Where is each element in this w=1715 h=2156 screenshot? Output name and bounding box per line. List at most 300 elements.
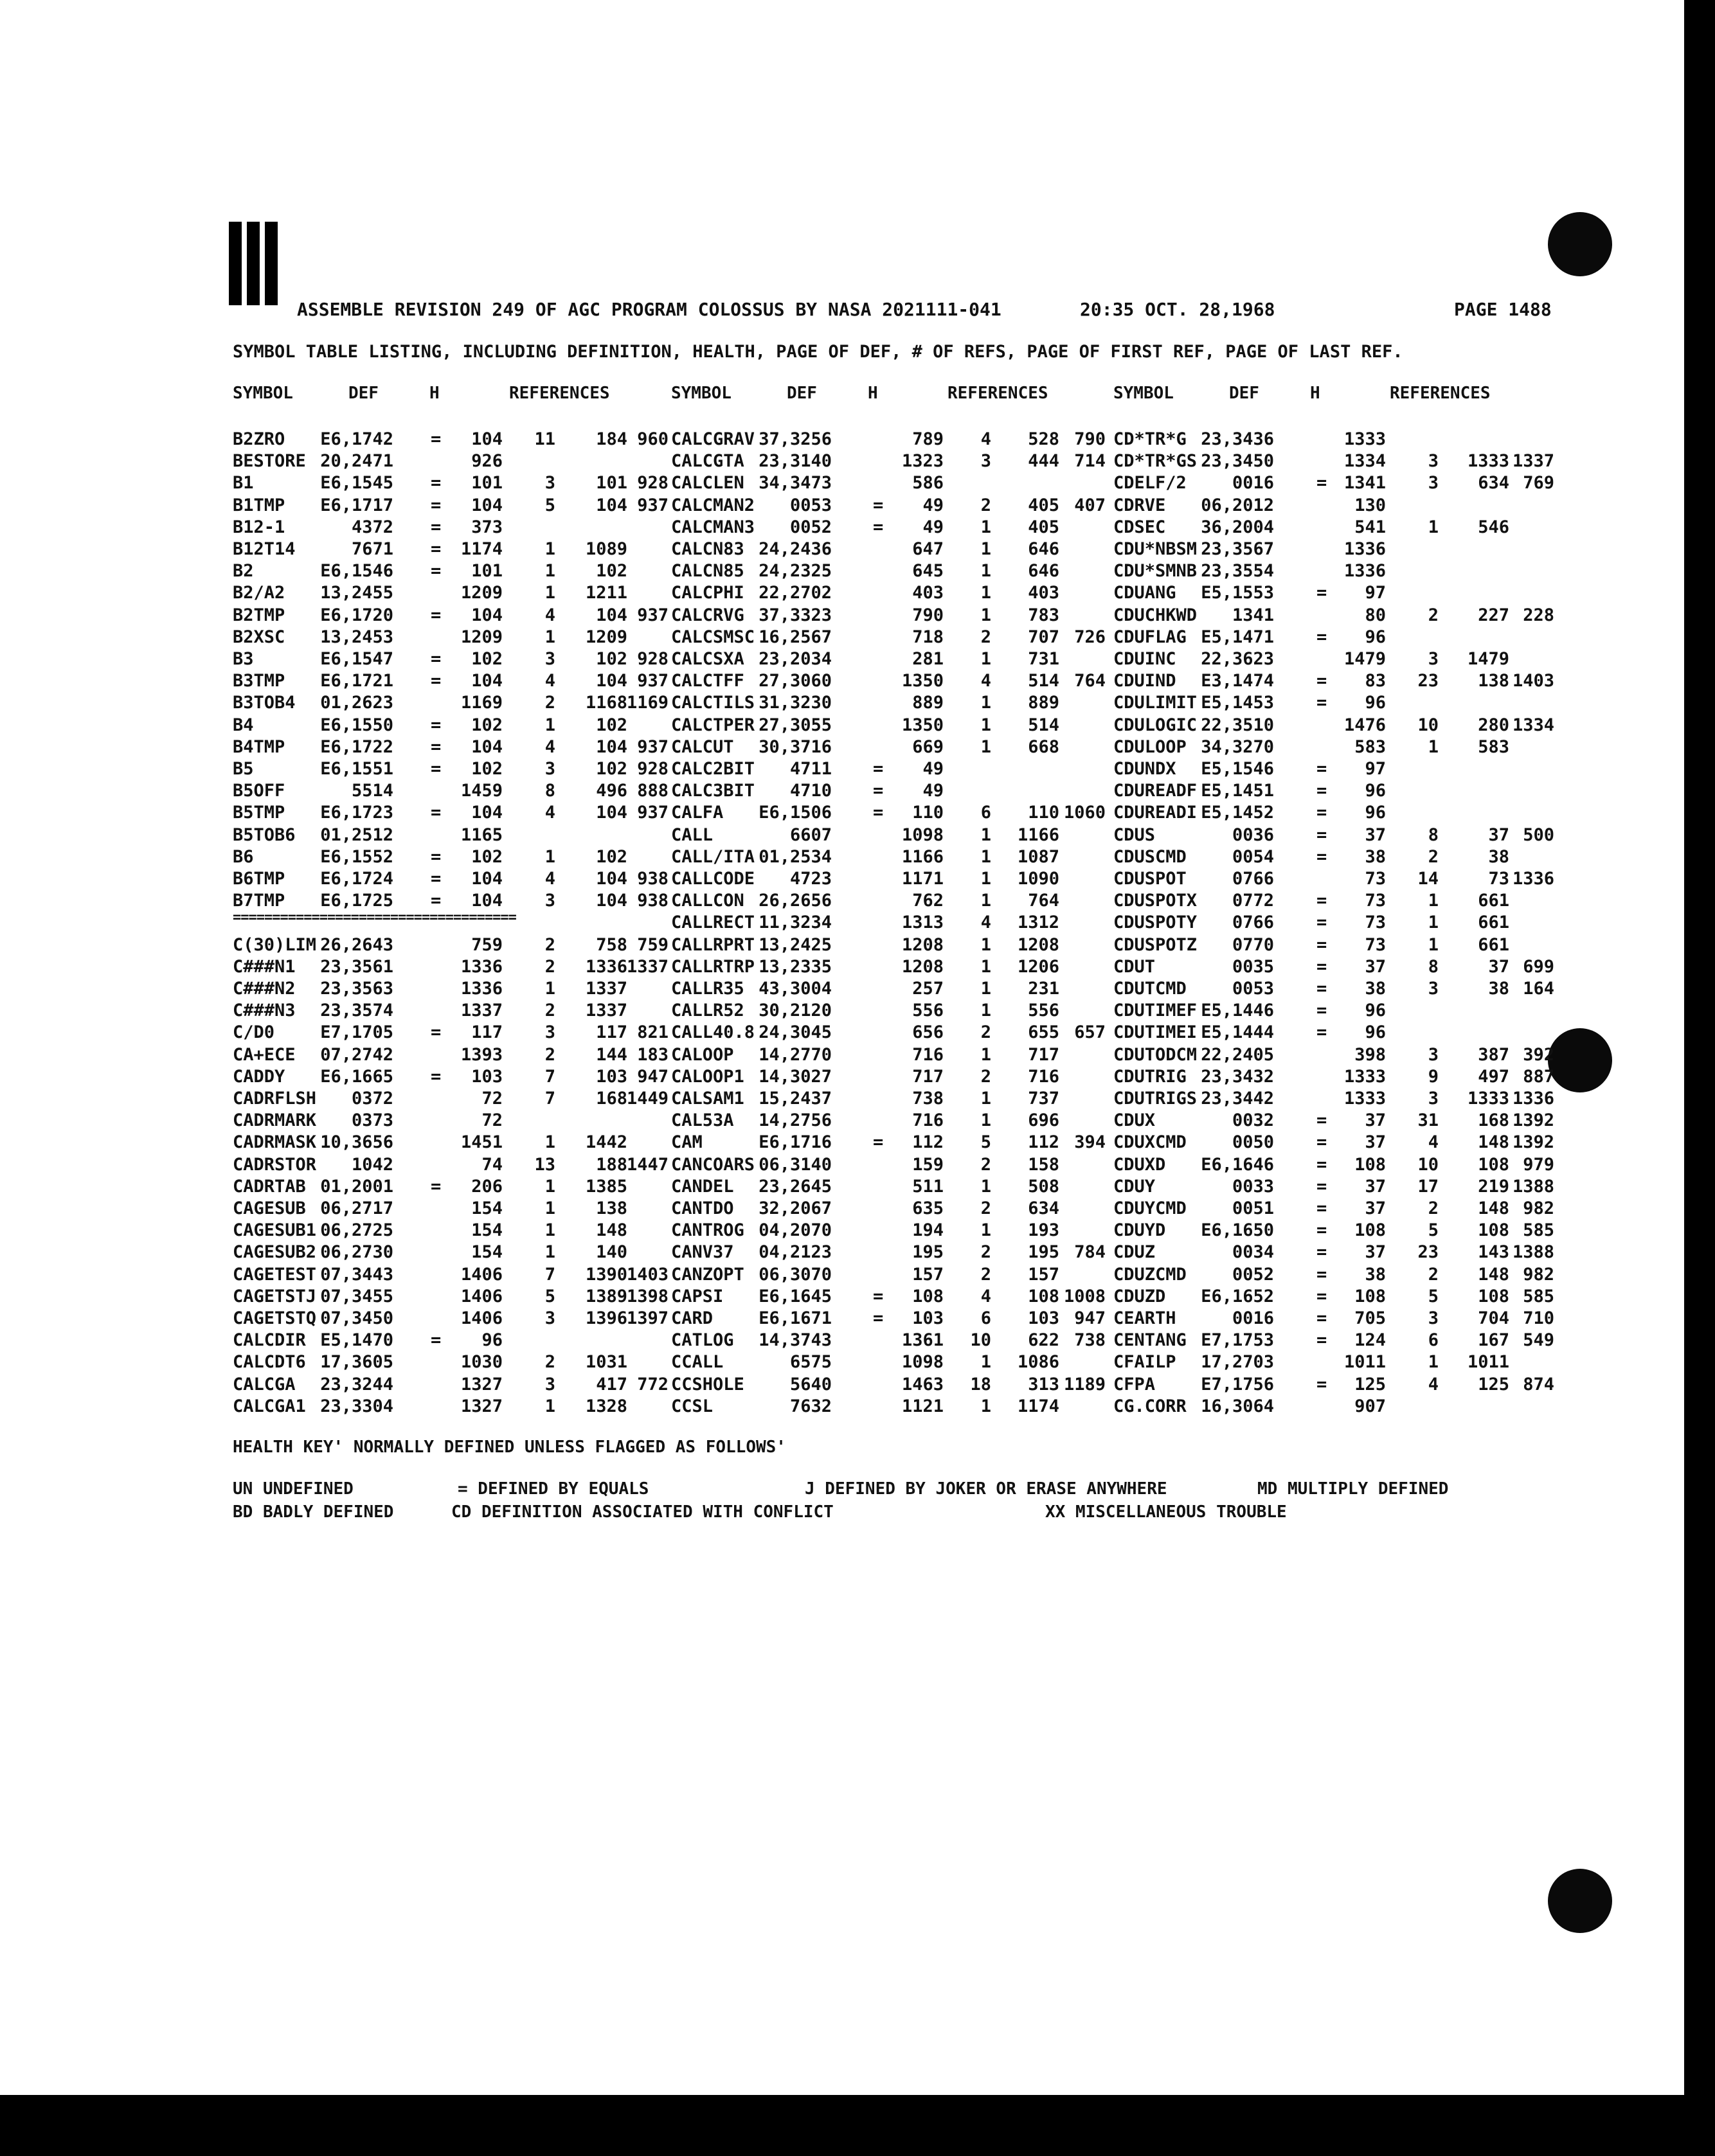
table-cell-ref-count: 2 [1428, 605, 1439, 625]
table-cell-ref-count: 1 [980, 1110, 991, 1131]
table-cell-ref-count: 1 [980, 561, 991, 582]
table-cell-ref-count: 14 [1417, 869, 1439, 889]
table-cell-symbol: CDUTCMD [1113, 979, 1187, 999]
table-cell-first-ref: 1168 [585, 693, 627, 713]
table-cell-last-ref: 183 [637, 1044, 669, 1065]
table-cell-symbol: B2ZRO [233, 429, 285, 449]
table-cell-ref-count: 3 [1428, 473, 1439, 494]
table-cell-def: E6,1550 [320, 715, 393, 735]
table-cell-def: E6,1721 [320, 671, 393, 691]
table-cell-symbol: CALL [671, 824, 714, 845]
table-cell-def-page: 669 [912, 736, 944, 757]
table-cell-ref-count: 2 [1428, 1198, 1439, 1218]
table-cell-def-page: 73 [1365, 891, 1386, 911]
table-cell-def: 0032 [1232, 1110, 1274, 1131]
table-cell-ref-count: 3 [544, 759, 555, 779]
table-cell-def-page: 541 [1354, 517, 1386, 537]
table-cell-def: E3,1474 [1201, 671, 1274, 691]
table-cell-def-page: 157 [912, 1264, 944, 1285]
table-cell-first-ref: 387 [1478, 1044, 1509, 1065]
column-header-def: DEF [1229, 384, 1259, 403]
table-cell-def: 4710 [789, 781, 832, 801]
table-cell-symbol: CDUSPOTX [1113, 891, 1198, 911]
table-cell-def-page: 110 [912, 803, 944, 823]
table-cell-def-page: 1174 [460, 539, 503, 559]
table-cell-ref-count: 6 [980, 1308, 991, 1328]
table-cell-last-ref: 759 [637, 934, 669, 955]
table-cell-def-page: 74 [481, 1154, 503, 1175]
table-cell-health: = [1316, 1308, 1327, 1328]
table-cell-def: 30,2120 [759, 1001, 832, 1021]
table-cell-last-ref: 710 [1523, 1308, 1554, 1328]
table-cell-ref-count: 10 [970, 1330, 991, 1351]
table-cell-last-ref: 982 [1523, 1264, 1554, 1285]
table-cell-first-ref: 646 [1028, 539, 1059, 559]
table-cell-def: 04,2070 [759, 1220, 832, 1241]
table-cell-ref-count: 4 [1428, 1132, 1439, 1153]
table-cell-def: 27,3055 [759, 715, 832, 735]
table-cell-first-ref: 108 [1478, 1220, 1509, 1241]
table-cell-def: E6,1665 [320, 1066, 393, 1087]
table-cell-def: E7,1753 [1201, 1330, 1274, 1351]
table-cell-symbol: B2XSC [233, 627, 285, 647]
table-cell-def: 15,2437 [759, 1089, 832, 1109]
table-cell-def-page: 96 [1365, 803, 1386, 823]
table-cell-ref-count: 1 [980, 693, 991, 713]
table-cell-first-ref: 1087 [1017, 846, 1059, 867]
table-cell-first-ref: 219 [1478, 1176, 1509, 1197]
table-cell-def: 23,3304 [320, 1396, 393, 1416]
table-cell-last-ref: 1337 [1512, 451, 1554, 472]
table-cell-first-ref: 168 [1478, 1110, 1509, 1131]
table-cell-last-ref: 500 [1523, 824, 1554, 845]
table-cell-symbol: B4 [233, 715, 254, 735]
table-cell-ref-count: 1 [980, 846, 991, 867]
table-cell-def-page: 398 [1354, 1044, 1386, 1065]
page-number: PAGE 1488 [1454, 299, 1552, 320]
table-cell-def: 0050 [1232, 1132, 1274, 1153]
table-cell-ref-count: 1 [980, 956, 991, 977]
table-cell-first-ref: 1333 [1467, 451, 1509, 472]
table-cell-def: 23,3450 [1201, 451, 1274, 472]
table-cell-first-ref: 1337 [585, 1001, 627, 1021]
table-cell-symbol: CDUTIMEF [1113, 1001, 1198, 1021]
table-cell-first-ref: 1479 [1467, 649, 1509, 669]
table-cell-ref-count: 1 [1428, 1352, 1439, 1373]
table-cell-last-ref: 394 [1074, 1132, 1106, 1153]
table-cell-first-ref: 497 [1478, 1066, 1509, 1087]
table-cell-first-ref: 1089 [585, 539, 627, 559]
table-cell-symbol: CDULOGIC [1113, 715, 1198, 735]
table-cell-def: 23,2034 [759, 649, 832, 669]
table-cell-def: 13,2453 [320, 627, 393, 647]
table-cell-def: 27,3060 [759, 671, 832, 691]
table-cell-ref-count: 1 [1428, 913, 1439, 933]
table-cell-def-page: 1393 [460, 1044, 503, 1065]
table-cell-ref-count: 2 [980, 1242, 991, 1263]
table-cell-symbol: B2/A2 [233, 583, 285, 603]
table-cell-last-ref: 1336 [1512, 869, 1554, 889]
table-cell-def: E5,1451 [1201, 781, 1274, 801]
table-cell-first-ref: 1333 [1467, 1089, 1509, 1109]
table-cell-def: 23,3244 [320, 1374, 393, 1394]
table-cell-def: 43,3004 [759, 979, 832, 999]
table-cell-def: 17,3605 [320, 1352, 393, 1373]
table-cell-symbol: C###N1 [233, 956, 296, 977]
table-cell-first-ref: 444 [1028, 451, 1059, 472]
table-cell-def: 30,3716 [759, 736, 832, 757]
table-cell-def-page: 38 [1365, 846, 1386, 867]
table-cell-def: 0372 [351, 1089, 393, 1109]
column-header-symbol: SYMBOL [671, 384, 732, 403]
table-cell-symbol: CDUTRIGS [1113, 1089, 1198, 1109]
table-cell-first-ref: 102 [596, 846, 627, 867]
table-cell-def-page: 108 [912, 1286, 944, 1306]
table-cell-first-ref: 661 [1478, 891, 1509, 911]
table-cell-health: = [431, 473, 442, 494]
table-cell-def-page: 102 [471, 715, 503, 735]
table-cell-symbol: B1TMP [233, 495, 285, 515]
table-cell-def: 26,2656 [759, 891, 832, 911]
table-cell-health: = [873, 517, 884, 537]
table-cell-ref-count: 1 [544, 846, 555, 867]
table-cell-first-ref: 108 [1028, 1286, 1059, 1306]
table-cell-def-page: 108 [1354, 1154, 1386, 1175]
table-cell-def-page: 1209 [460, 627, 503, 647]
table-cell-def-page: 789 [912, 429, 944, 449]
table-cell-def-page: 586 [912, 473, 944, 494]
table-cell-first-ref: 508 [1028, 1176, 1059, 1197]
table-cell-first-ref: 110 [1028, 803, 1059, 823]
table-cell-health: = [1316, 1264, 1327, 1285]
table-cell-last-ref: 1334 [1512, 715, 1554, 735]
table-cell-def-page: 104 [471, 736, 503, 757]
table-cell-def-page: 1336 [460, 979, 503, 999]
table-cell-last-ref: 937 [637, 495, 669, 515]
table-cell-symbol: CAM [671, 1132, 703, 1153]
table-cell-def-page: 1361 [901, 1330, 944, 1351]
table-cell-symbol: CDUY [1113, 1176, 1156, 1197]
table-cell-ref-count: 1 [980, 649, 991, 669]
table-cell-health: = [431, 715, 442, 735]
table-cell-def: 07,3443 [320, 1264, 393, 1285]
table-cell-symbol: CDRVE [1113, 495, 1166, 515]
table-cell-ref-count: 1 [544, 539, 555, 559]
table-cell-symbol: CALOOP1 [671, 1066, 744, 1087]
table-cell-first-ref: 148 [596, 1220, 627, 1241]
table-cell-last-ref: 1398 [626, 1286, 669, 1306]
table-cell-first-ref: 112 [1028, 1132, 1059, 1153]
table-cell-symbol: B5TOB6 [233, 824, 296, 845]
table-cell-first-ref: 1206 [1017, 956, 1059, 977]
table-cell-def: 0052 [1232, 1264, 1274, 1285]
table-cell-first-ref: 138 [1478, 671, 1509, 691]
table-cell-def-page: 1169 [460, 693, 503, 713]
table-cell-last-ref: 714 [1074, 451, 1106, 472]
table-cell-def: 36,2004 [1201, 517, 1274, 537]
table-cell-first-ref: 117 [596, 1022, 627, 1043]
table-cell-first-ref: 403 [1028, 583, 1059, 603]
table-cell-def: 1042 [351, 1154, 393, 1175]
table-cell-ref-count: 1 [980, 736, 991, 757]
table-cell-symbol: CADDY [233, 1066, 285, 1087]
table-cell-symbol: CFPA [1113, 1374, 1156, 1394]
table-cell-def: E7,1756 [1201, 1374, 1274, 1394]
legend-undefined: UN UNDEFINED [233, 1479, 354, 1499]
table-cell-def-page: 1350 [901, 671, 944, 691]
table-cell-last-ref: 938 [637, 869, 669, 889]
table-cell-first-ref: 1166 [1017, 824, 1059, 845]
table-cell-def-page: 1451 [460, 1132, 503, 1153]
table-cell-def: 7632 [789, 1396, 832, 1416]
table-cell-first-ref: 37 [1488, 824, 1509, 845]
table-cell-ref-count: 1 [980, 1220, 991, 1241]
table-cell-first-ref: 1390 [585, 1264, 627, 1285]
table-cell-def: 06,2012 [1201, 495, 1274, 515]
table-cell-def-page: 108 [1354, 1286, 1386, 1306]
column-header-references: REFERENCES [947, 384, 1048, 403]
table-cell-ref-count: 1 [544, 1132, 555, 1153]
table-cell-ref-count: 7 [544, 1089, 555, 1109]
table-cell-first-ref: 707 [1028, 627, 1059, 647]
table-cell-def-page: 37 [1365, 1132, 1386, 1153]
table-cell-ref-count: 3 [544, 1374, 555, 1394]
table-cell-def-page: 103 [471, 1066, 503, 1087]
table-cell-def-page: 73 [1365, 934, 1386, 955]
table-cell-last-ref: 164 [1523, 979, 1554, 999]
table-cell-ref-count: 7 [544, 1264, 555, 1285]
table-cell-symbol: CDELF/2 [1113, 473, 1187, 494]
table-cell-health: = [1316, 1242, 1327, 1263]
table-cell-health: = [431, 1330, 442, 1351]
table-cell-last-ref: 1403 [1512, 671, 1554, 691]
table-cell-symbol: CALCDT6 [233, 1352, 306, 1373]
table-cell-last-ref: 937 [637, 736, 669, 757]
table-cell-def-page: 1327 [460, 1396, 503, 1416]
table-cell-first-ref: 108 [1478, 1286, 1509, 1306]
table-cell-last-ref: 821 [637, 1022, 669, 1043]
table-cell-def: E5,1546 [1201, 759, 1274, 779]
scan-frame-right [1684, 0, 1715, 2156]
table-cell-first-ref: 140 [596, 1242, 627, 1263]
table-cell-ref-count: 3 [980, 451, 991, 472]
table-cell-def-page: 656 [912, 1022, 944, 1043]
table-cell-def: 23,3432 [1201, 1066, 1274, 1087]
table-cell-ref-count: 6 [1428, 1330, 1439, 1351]
table-cell-def-page: 96 [1365, 781, 1386, 801]
table-cell-def: 06,3140 [759, 1154, 832, 1175]
table-cell-def: E6,1716 [759, 1132, 832, 1153]
table-cell-def: 22,3623 [1201, 649, 1274, 669]
table-cell-symbol: CAGETSTJ [233, 1286, 317, 1306]
table-cell-ref-count: 1 [980, 1396, 991, 1416]
table-cell-first-ref: 73 [1488, 869, 1509, 889]
table-cell-last-ref: 982 [1523, 1198, 1554, 1218]
table-cell-first-ref: 144 [596, 1044, 627, 1065]
table-cell-ref-count: 2 [1428, 846, 1439, 867]
table-cell-def-page: 154 [471, 1220, 503, 1241]
table-cell-def: E6,1722 [320, 736, 393, 757]
table-cell-def-page: 130 [1354, 495, 1386, 515]
table-cell-symbol: CANZOPT [671, 1264, 744, 1285]
table-cell-ref-count: 2 [544, 956, 555, 977]
table-cell-ref-count: 3 [544, 891, 555, 911]
table-cell-def: 16,2567 [759, 627, 832, 647]
table-cell-def: E5,1446 [1201, 1001, 1274, 1021]
table-cell-first-ref: 1011 [1467, 1352, 1509, 1373]
table-cell-def-page: 1459 [460, 781, 503, 801]
table-cell-health: = [431, 736, 442, 757]
table-cell-def: 0053 [1232, 979, 1274, 999]
table-cell-health: = [1316, 627, 1327, 647]
table-cell-first-ref: 104 [596, 671, 627, 691]
table-cell-first-ref: 717 [1028, 1044, 1059, 1065]
table-cell-def: 31,3230 [759, 693, 832, 713]
table-cell-health: = [1316, 1286, 1327, 1306]
table-cell-symbol: CDUZCMD [1113, 1264, 1187, 1285]
table-cell-def: 23,3567 [1201, 539, 1274, 559]
table-separator: ==================================== [233, 909, 516, 925]
table-cell-def-page: 1476 [1343, 715, 1386, 735]
table-cell-first-ref: 696 [1028, 1110, 1059, 1131]
table-cell-def-page: 38 [1365, 979, 1386, 999]
table-cell-def: 14,2756 [759, 1110, 832, 1131]
table-cell-last-ref: 947 [637, 1066, 669, 1087]
table-cell-def-page: 907 [1354, 1396, 1386, 1416]
table-cell-def: 0016 [1232, 1308, 1274, 1328]
table-cell-def: E6,1723 [320, 803, 393, 823]
table-cell-symbol: CALLR35 [671, 979, 744, 999]
table-cell-ref-count: 8 [1428, 824, 1439, 845]
table-cell-last-ref: 784 [1074, 1242, 1106, 1263]
table-cell-def: 13,2455 [320, 583, 393, 603]
table-cell-last-ref: 1447 [626, 1154, 669, 1175]
table-cell-def: 0033 [1232, 1176, 1274, 1197]
table-cell-ref-count: 1 [544, 583, 555, 603]
table-cell-ref-count: 8 [1428, 956, 1439, 977]
table-cell-def: 17,2703 [1201, 1352, 1274, 1373]
table-cell-first-ref: 764 [1028, 891, 1059, 911]
table-cell-symbol: CAPSI [671, 1286, 724, 1306]
table-cell-symbol: CADRSTOR [233, 1154, 317, 1175]
table-cell-ref-count: 5 [1428, 1286, 1439, 1306]
table-cell-def-page: 104 [471, 891, 503, 911]
table-cell-first-ref: 195 [1028, 1242, 1059, 1263]
table-cell-health: = [1316, 473, 1327, 494]
table-cell-health: = [1316, 1198, 1327, 1218]
listing-title: ASSEMBLE REVISION 249 OF AGC PROGRAM COLOSSUS BY NASA 2021111-041 [297, 299, 1001, 320]
column-header-h: H [429, 384, 440, 403]
table-cell-first-ref: 104 [596, 803, 627, 823]
table-cell-def-page: 96 [1365, 693, 1386, 713]
table-cell-health: = [431, 869, 442, 889]
table-cell-def-page: 635 [912, 1198, 944, 1218]
table-cell-last-ref: 1008 [1063, 1286, 1106, 1306]
table-cell-first-ref: 634 [1478, 473, 1509, 494]
table-cell-def-page: 104 [471, 495, 503, 515]
table-cell-symbol: C(30)LIM [233, 934, 317, 955]
legend-multiply: MD MULTIPLY DEFINED [1257, 1479, 1449, 1499]
table-cell-def: 23,3561 [320, 956, 393, 977]
table-cell-def-page: 1011 [1343, 1352, 1386, 1373]
table-cell-ref-count: 5 [544, 1286, 555, 1306]
table-cell-ref-count: 1 [544, 561, 555, 582]
table-cell-def-page: 72 [481, 1110, 503, 1131]
table-cell-symbol: B12-1 [233, 517, 285, 537]
table-cell-def: E6,1742 [320, 429, 393, 449]
table-cell-symbol: B5 [233, 759, 254, 779]
table-cell-def: 23,3554 [1201, 561, 1274, 582]
table-cell-ref-count: 2 [1428, 1264, 1439, 1285]
table-cell-def: 0051 [1232, 1198, 1274, 1218]
table-cell-health: = [431, 495, 442, 515]
table-cell-def: 23,3442 [1201, 1089, 1274, 1109]
table-cell-health: = [431, 605, 442, 625]
table-cell-first-ref: 634 [1028, 1198, 1059, 1218]
table-cell-def: E5,1444 [1201, 1022, 1274, 1043]
table-cell-symbol: CALSAM1 [671, 1089, 744, 1109]
table-cell-symbol: CDUREADI [1113, 803, 1198, 823]
table-cell-last-ref: 938 [637, 891, 669, 911]
table-cell-def-page: 194 [912, 1220, 944, 1241]
table-cell-ref-count: 10 [1417, 1154, 1439, 1175]
binder-hole-icon [1548, 212, 1612, 276]
table-cell-def-page: 37 [1365, 824, 1386, 845]
table-cell-def-page: 1208 [901, 934, 944, 955]
table-cell-first-ref: 102 [596, 561, 627, 582]
table-cell-def-page: 37 [1365, 1110, 1386, 1131]
column-header-references: REFERENCES [509, 384, 610, 403]
table-cell-first-ref: 184 [596, 429, 627, 449]
table-cell-last-ref: 1392 [1512, 1110, 1554, 1131]
table-cell-def-page: 102 [471, 846, 503, 867]
table-cell-symbol: CALCDIR [233, 1330, 306, 1351]
column-header-references: REFERENCES [1390, 384, 1491, 403]
health-key: HEALTH KEY' NORMALLY DEFINED UNLESS FLAGGED AS FOLLOWS' [233, 1438, 786, 1457]
table-cell-def-page: 104 [471, 803, 503, 823]
table-cell-health: = [1316, 1132, 1327, 1153]
column-header-h: H [1310, 384, 1320, 403]
table-cell-def-page: 117 [471, 1022, 503, 1043]
table-cell-def: E6,1547 [320, 649, 393, 669]
table-cell-def: 37,3256 [759, 429, 832, 449]
table-cell-health: = [873, 1286, 884, 1306]
table-cell-ref-count: 1 [980, 824, 991, 845]
table-cell-first-ref: 101 [596, 473, 627, 494]
table-cell-symbol: BESTORE [233, 451, 306, 472]
table-cell-symbol: CFAILP [1113, 1352, 1176, 1373]
table-cell-ref-count: 1 [1428, 891, 1439, 911]
table-cell-first-ref: 655 [1028, 1022, 1059, 1043]
table-cell-def-page: 154 [471, 1198, 503, 1218]
table-cell-first-ref: 168 [596, 1089, 627, 1109]
table-cell-def: 6607 [789, 824, 832, 845]
table-cell-symbol: CALCGRAV [671, 429, 755, 449]
table-cell-symbol: CDUZ [1113, 1242, 1156, 1263]
table-cell-last-ref: 1336 [1512, 1089, 1554, 1109]
table-cell-first-ref: 102 [596, 759, 627, 779]
table-cell-def: 06,3070 [759, 1264, 832, 1285]
table-cell-def: 0766 [1232, 913, 1274, 933]
table-cell-def-page: 73 [1365, 869, 1386, 889]
column-header-def: DEF [348, 384, 379, 403]
table-cell-ref-count: 1 [980, 869, 991, 889]
table-cell-last-ref: 772 [637, 1374, 669, 1394]
table-cell-ref-count: 2 [544, 1044, 555, 1065]
table-cell-def-page: 738 [912, 1089, 944, 1109]
table-cell-last-ref: 888 [637, 781, 669, 801]
table-cell-symbol: CDUSPOTZ [1113, 934, 1198, 955]
